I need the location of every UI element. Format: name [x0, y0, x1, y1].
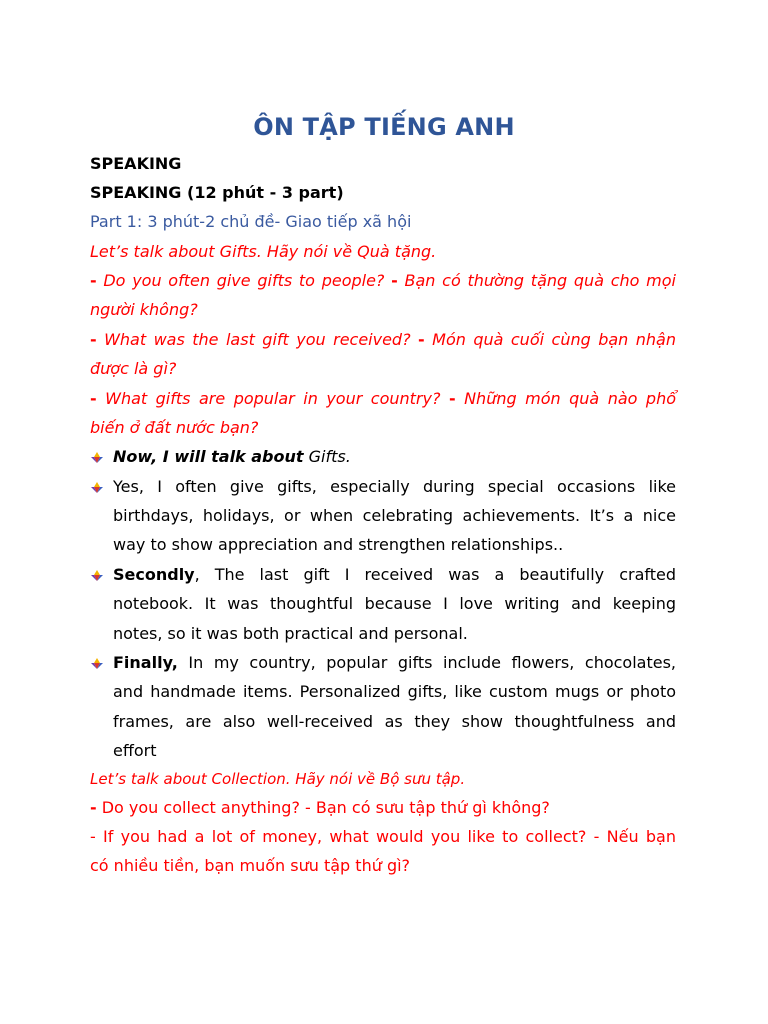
collection-question-1: - Do you collect anything? - Bạn có sưu tập thứ gì không? — [90, 798, 550, 817]
document-page: ÔN TẬP TIẾNG ANH SPEAKING SPEAKING (12 phút - 3 part) Part 1: 3 phút-2 chủ đề- Giao tiếp xã hội Let’s talk about Gifts. Hãy nói về Quà tặng. - Do you often give gifts to people? - Bạn có thường tặng quà cho mọi người không? - What was the last gift you received? - Món quà cuối cùng bạn nhận được là gì? - What gifts are popular in your country? - Những món quà nào phổ biến ở đất nước bạn? Now, I will talk about Gifts. Yes, I often give gifts, especially during special occasions like birthdays, holidays, or when celebrating achievements. It’s a nice way to show appreciation and strengthen relationships.. Secondly, The last gift I received was a beautifully crafted notebook. It was thoughtful because I love writing and keeping notes, so it was both practical and personal. Finally, In my country, popular gifts include flowers, chocolates, and handmade items. Personalized gifts, like custom mugs or photo frames, are also well-received as they show thoughtfulness and effort Let’s talk about Collection. Hãy nói về Bộ sưu tập. - Do you collect anything? - Bạn có sưu tập thứ gì không? - If you had a lot of money, what would you like to collect? - Nếu bạn có nhiều tiền, bạn muốn sưu tập thứ gì? — [0, 0, 768, 1024]
answer-intro-bold: Now, I will talk about — [113, 447, 304, 466]
heading-speaking: SPEAKING — [90, 154, 182, 173]
gifts-question-2-cont: được là gì? — [90, 359, 177, 378]
gifts-question-1-cont: người không? — [90, 300, 198, 319]
gifts-question-3: - What gifts are popular in your country? - Những món quà nào phổ — [90, 389, 677, 408]
gifts-question-3-cont: biến ở đất nước bạn? — [90, 418, 259, 437]
heading-speaking-detail: SPEAKING (12 phút - 3 part) — [90, 183, 344, 202]
collection-intro: Let’s talk about Collection. Hãy nói về Bộ sưu tập. — [90, 770, 466, 788]
gifts-question-2: - What was the last gift you received? - Món quà cuối cùng bạn nhận — [90, 330, 676, 349]
collection-question-2: - If you had a lot of money, what would you like to collect? - Nếu bạn — [90, 827, 676, 846]
arrow-bullet-icon — [90, 481, 104, 495]
page-title: ÔN TẬP TIẾNG ANH — [253, 113, 515, 141]
arrow-bullet-icon — [90, 657, 104, 671]
arrow-bullet-icon — [90, 569, 104, 583]
collection-question-2-cont: có nhiều tiền, bạn muốn sưu tập thứ gì? — [90, 856, 411, 875]
gifts-question-1: - Do you often give gifts to people? - Bạn có thường tặng quà cho mọi — [90, 271, 676, 290]
gifts-intro: Let’s talk about Gifts. Hãy nói về Quà tặng. — [90, 242, 437, 261]
part1-label: Part 1: 3 phút-2 chủ đề- Giao tiếp xã hội — [90, 212, 412, 231]
arrow-bullet-icon — [90, 451, 104, 465]
